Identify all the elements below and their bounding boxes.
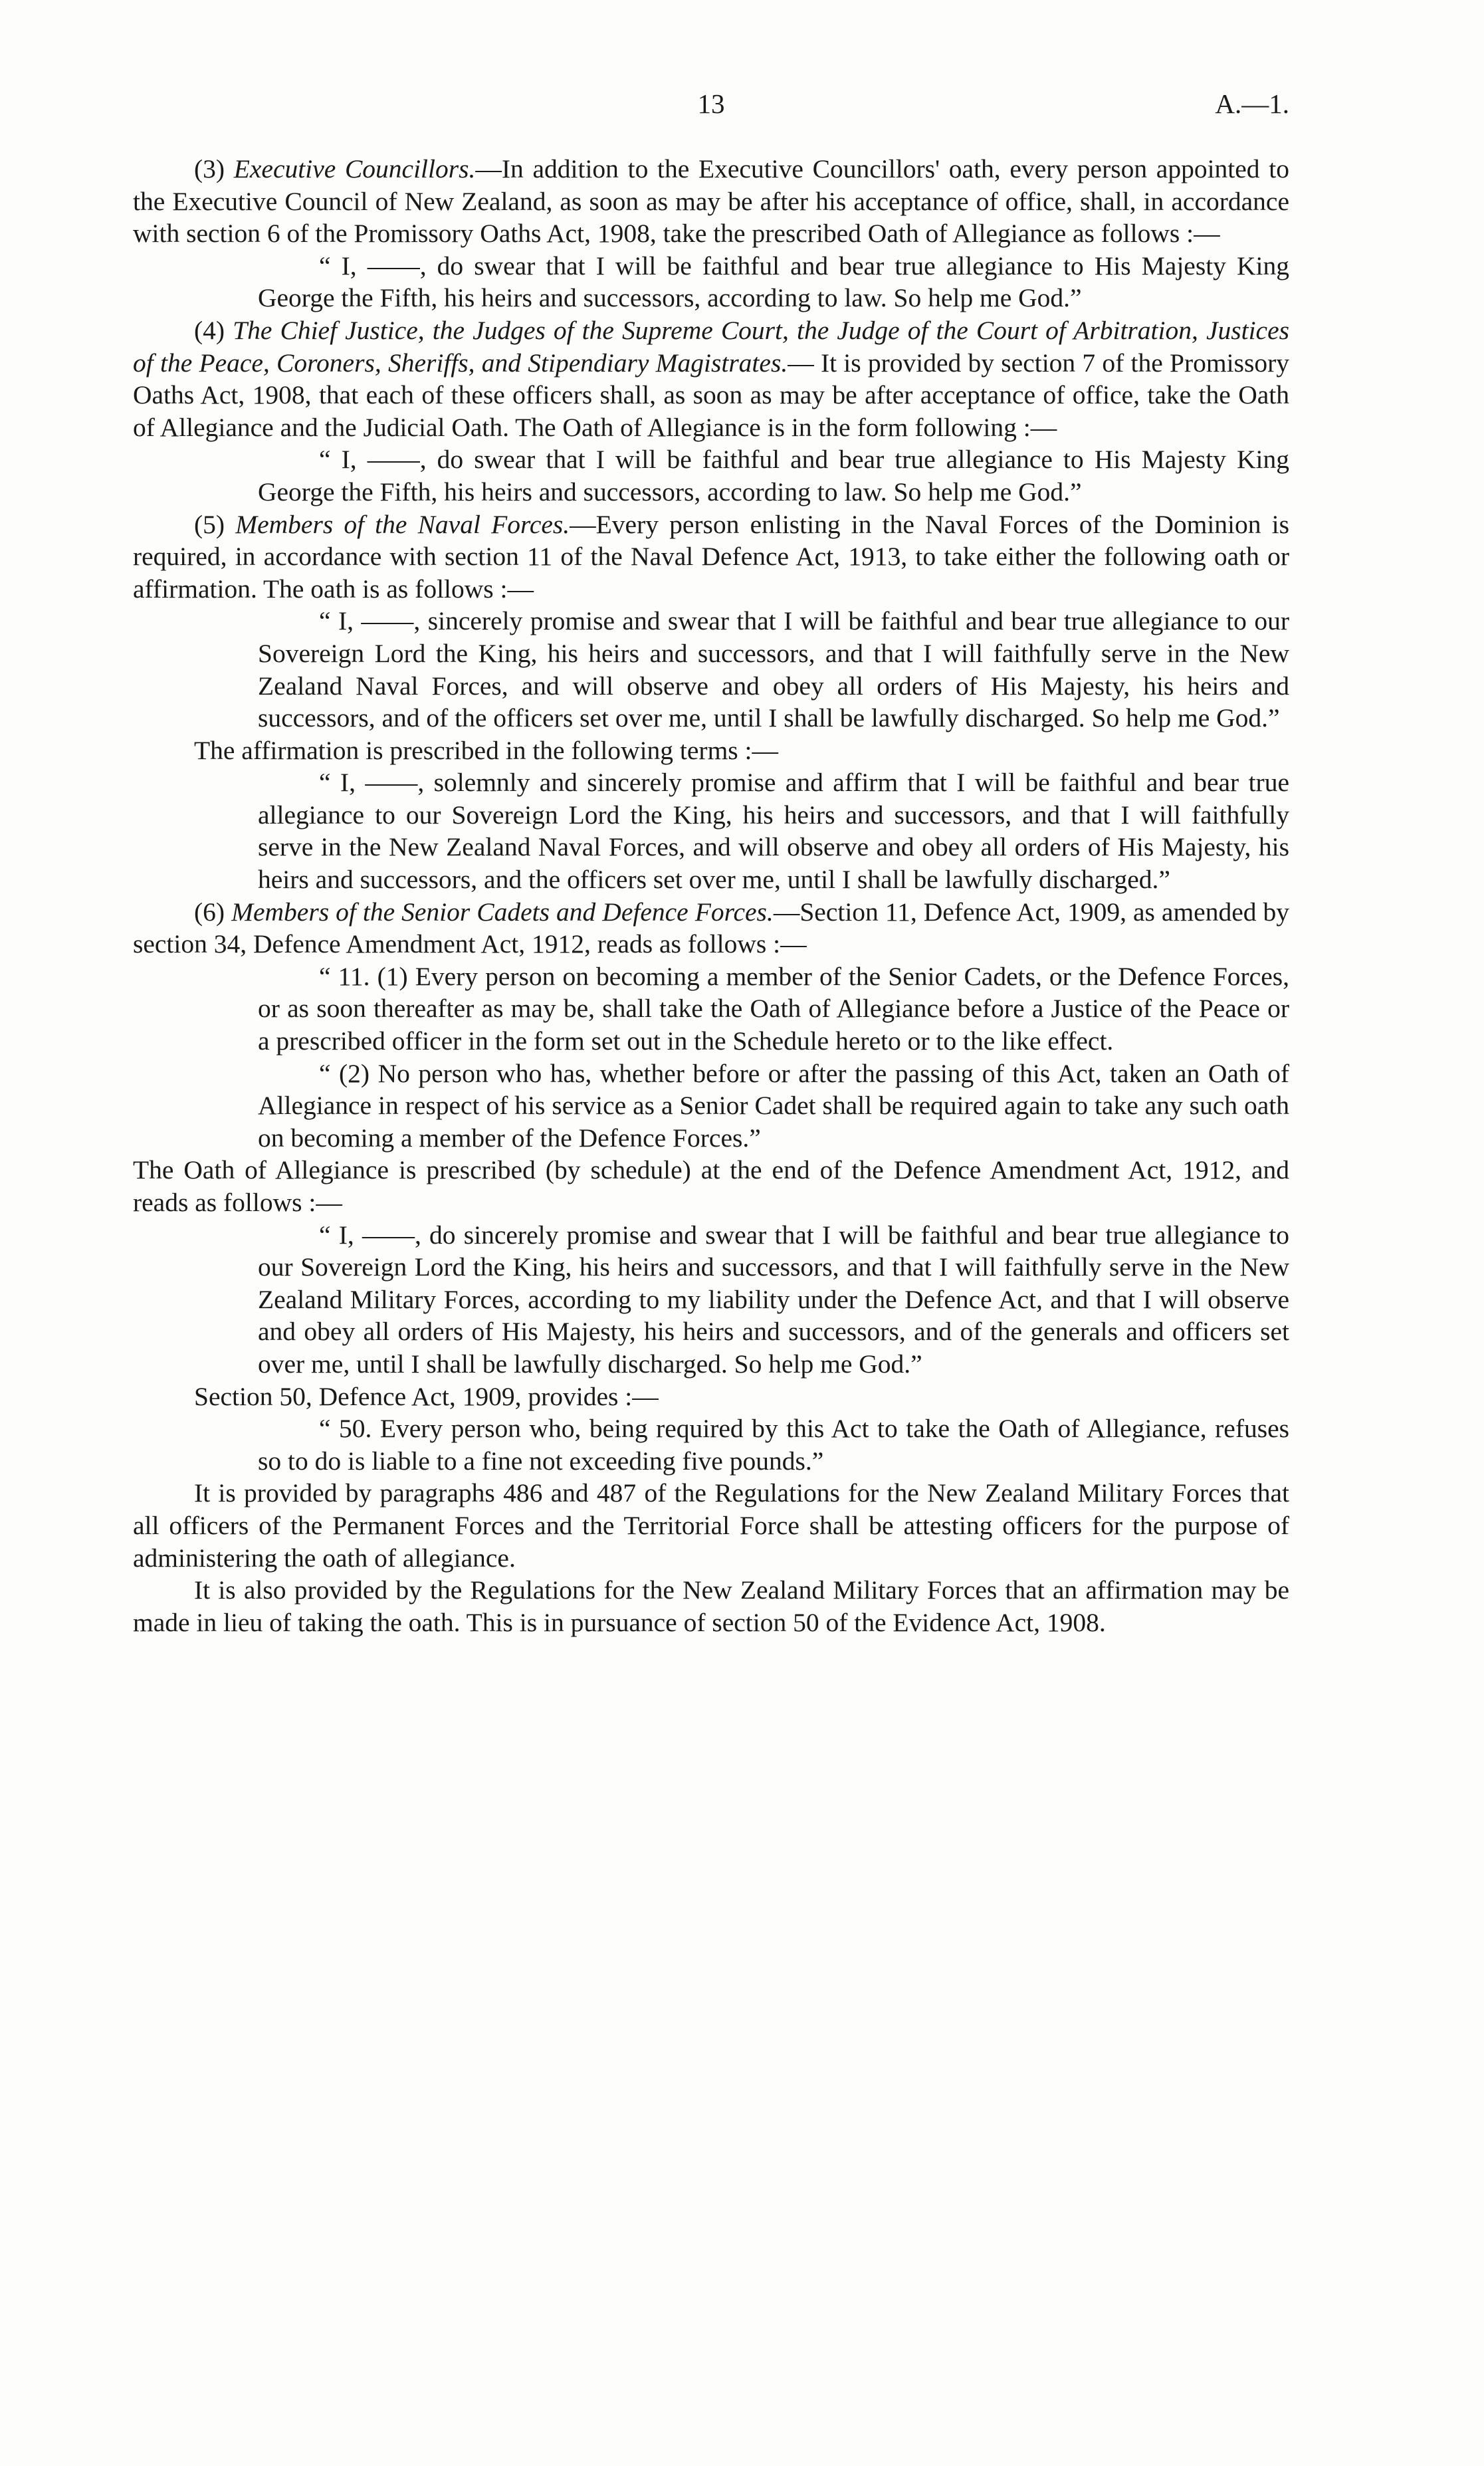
document-reference: A.—1. [1215, 88, 1289, 119]
section-5-heading: Members of the Naval Forces. [235, 509, 570, 539]
section-4-text: — It is provided by section 7 of the Promissory Oaths Act, 1908, that each of these officers shall, as soon as may be after acceptance of office, take the Oath of Allegiance and the Judicial Oath. The Oath of Allegiance is in the form following :— [133, 348, 1290, 442]
page-number: 13 [697, 88, 725, 119]
section-4-heading: The Chief Justice, the Judges of the Supreme Court, the Judge of the Court of Arbitration, Justices of the Peace, Coroners, Sheriffs, and Stipendiary Magistrates. [133, 315, 1289, 378]
section-6-text: —Section 11, Defence Act, 1909, as amended by section 34, Defence Amendment Act, 1912, reads as follows :— [133, 897, 1290, 959]
section-4-oath: “ I, ——, do swear that I will be faithful and bear true allegiance to His Majesty King George the Fifth, his heirs and successors, according to law. So help me God.” [258, 445, 1289, 506]
section-6-schedule-intro: The Oath of Allegiance is prescribed (by schedule) at the end of the Defence Amendment Act, 1912, and reads as follows :— [133, 1155, 1289, 1217]
section-3-number: (3) [194, 154, 234, 183]
regulations-paragraph-1: It is provided by paragraphs 486 and 487 of the Regulations for the New Zealand Military Forces that all officers of the Permanent Forces and the Territorial Force shall be attesting officers for the purpose of administering the oath of allegiance. [133, 1478, 1289, 1573]
section-5-text: —Every person enlisting in the Naval Forces of the Dominion is required, in accordance with section 11 of the Naval Defence Act, 1913, to take either the following oath or affirmation. The oath is as follows :— [133, 509, 1290, 604]
section-5-number: (5) [194, 509, 236, 539]
section-5-oath: “ I, ——, sincerely promise and swear that I will be faithful and bear true allegiance to our Sovereign Lord the King, his heirs and successors, and that I will faithfully serve in the New Zealand Naval Forces, and will observe and obey all orders of His Majesty, his heirs and successors, and of the officers set over me, until I shall be lawfully discharged. So help me God.” [258, 606, 1289, 733]
section-6-clause-2: “ (2) No person who has, whether before or after the passing of this Act, taken an Oath of Allegiance in respect of his service as a Senior Cadet shall be required again to take any such oath on becoming a member of the Defence Forces.” [258, 1058, 1289, 1153]
section-4-paragraph [133, 314, 1289, 443]
regulations-paragraph-2: It is also provided by the Regulations for the New Zealand Military Forces that an affirmation may be made in lieu of taking the oath. This is in pursuance of section 50 of the Evidence Act, 1908. [133, 1575, 1289, 1637]
section-5-affirmation-intro: The affirmation is prescribed in the following terms :— [194, 735, 779, 765]
section-3-oath: “ I, ——, do swear that I will be faithful and bear true allegiance to His Majesty King George the Fifth, his heirs and successors, according to law. So help me God.” [258, 251, 1289, 313]
section-6-heading: Members of the Senior Cadets and Defence Forces. [231, 897, 774, 927]
section-3-text: —In addition to the Executive Councillors' oath, every person appointed to the Executive Council of New Zealand, as soon as may be after his acceptance of office, shall, in accordance with section 6 of the Promissory Oaths Act, 1908, take the prescribed Oath of Allegiance as follows :— [133, 154, 1289, 249]
document-body [133, 153, 1289, 1638]
page-header [133, 88, 1289, 121]
section-5-paragraph [133, 508, 1289, 606]
section-3-heading: Executive Councillors. [233, 154, 476, 183]
section-3-paragraph [133, 153, 1289, 250]
section-6-clause-1: “ 11. (1) Every person on becoming a member of the Senior Cadets, or the Defence Forces, or as soon thereafter as may be, shall take the Oath of Allegiance before a Justice of the Peace or a prescribed officer in the form set out in the Schedule hereto or to the like effect. [258, 961, 1289, 1056]
section-6-oath: “ I, ——, do sincerely promise and swear that I will be faithful and bear true allegiance to our Sovereign Lord the King, his heirs and successors, and that I will faithfully serve in the New Zealand Military Forces, according to my liability under the Defence Act, and that I will observe and obey all orders of His Majesty, his heirs and successors, and of the generals and officers set over me, until I shall be lawfully discharged. So help me God.” [258, 1220, 1289, 1379]
section-50-intro: Section 50, Defence Act, 1909, provides :— [194, 1381, 659, 1411]
section-6-number: (6) [194, 897, 232, 927]
section-5-affirmation: “ I, ——, solemnly and sincerely promise and affirm that I will be faithful and bear true allegiance to our Sovereign Lord the King, his heirs and successors, and that I will faithfully serve in the New Zealand Naval Forces, and will observe and obey all orders of His Majesty, his heirs and successors, and the officers set over me, until I shall be lawfully discharged.” [258, 768, 1289, 895]
section-6-paragraph [133, 896, 1289, 960]
section-4-number: (4) [194, 315, 233, 345]
section-50-text: “ 50. Every person who, being required by this Act to take the Oath of Allegiance, refuses so to do is liable to a fine not exceeding five pounds.” [258, 1414, 1289, 1476]
